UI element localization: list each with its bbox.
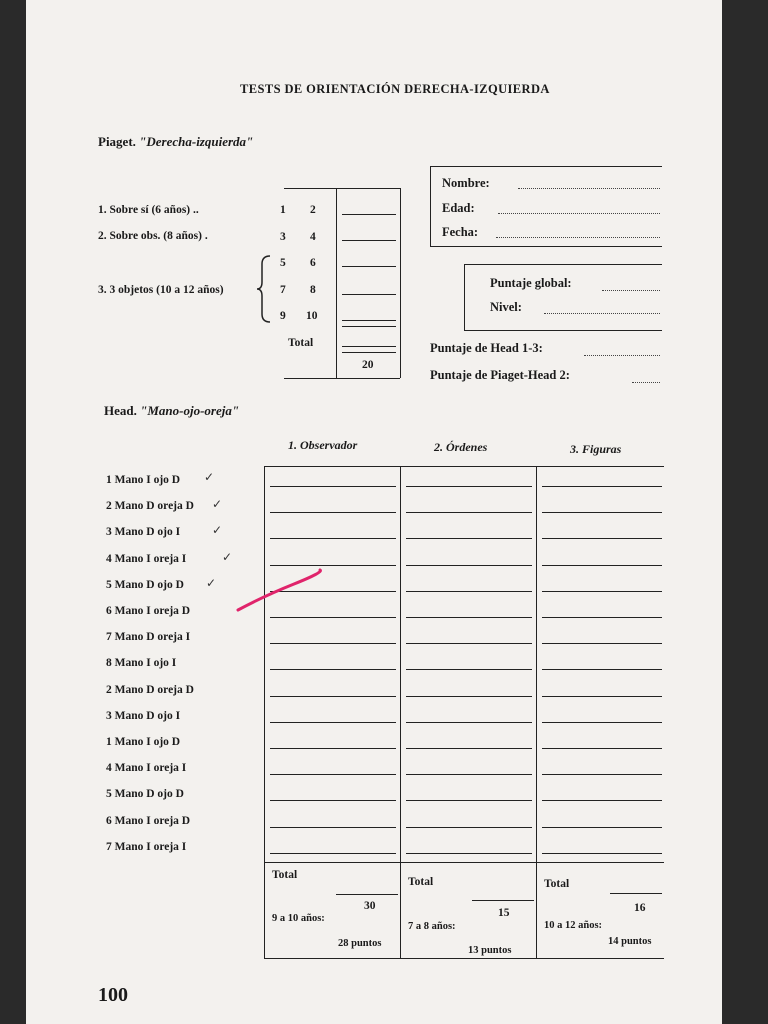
head-answer-line[interactable] [406, 512, 532, 513]
age-2: 7 a 8 años: [408, 921, 456, 932]
piaget-item-3-label: 3. 3 objetos (10 a 12 años) [98, 284, 224, 296]
piaget-heading [98, 134, 253, 150]
col-observador: 1. Observador [288, 438, 358, 452]
info-box-bottom [430, 246, 662, 247]
head-answer-line[interactable] [542, 853, 662, 854]
total-value-2: 15 [498, 907, 510, 919]
edad-label: Edad: [442, 201, 475, 215]
head-answer-line[interactable] [542, 748, 662, 749]
total-label-1: Total [272, 869, 298, 881]
nivel-label: Nivel: [490, 300, 522, 314]
head-answer-line[interactable] [542, 617, 662, 618]
piaget-num: 9 [280, 310, 286, 322]
piaget-answer-line [342, 214, 396, 215]
age-1: 9 a 10 años: [272, 913, 325, 924]
head-answer-line[interactable] [542, 512, 662, 513]
nombre-label: Nombre: [442, 176, 490, 190]
page-title: TESTS DE ORIENTACIÓN DERECHA-IZQUIERDA [240, 82, 550, 96]
piaget-total-label: Total [288, 337, 314, 349]
head-row-label: 5 Mano D ojo D [106, 788, 184, 801]
piaget-table-divider [336, 188, 337, 378]
head-row-label: 3 Mano D ojo I [106, 526, 181, 539]
page-number: 100 [98, 984, 128, 1006]
head-answer-line[interactable] [270, 617, 396, 618]
head-heading-prefix: Head. [104, 403, 137, 418]
head-answer-line[interactable] [270, 696, 396, 697]
head-row-label: 4 Mano I oreja I [106, 552, 187, 565]
points-1: 28 puntos [338, 938, 382, 949]
fecha-label: Fecha: [442, 225, 479, 239]
piaget-answer-line [342, 320, 396, 321]
head-answer-line[interactable] [406, 538, 532, 539]
piaget-num: 2 [310, 204, 316, 216]
piaget-num: 1 [280, 204, 286, 216]
col-ordenes: 2. Órdenes [434, 440, 488, 454]
info-box-left [430, 166, 431, 246]
head-row-label: 2 Mano D oreja D [106, 683, 194, 696]
head-answer-line[interactable] [270, 827, 396, 828]
score-box-top [464, 264, 662, 265]
head-answer-line[interactable] [542, 565, 662, 566]
head-row-label: 1 Mano I ojo D [106, 474, 181, 486]
head-answer-line[interactable] [406, 617, 532, 618]
head-answer-line[interactable] [406, 827, 532, 828]
head-answer-line[interactable] [406, 591, 532, 592]
checkmark-icon: ✓ [212, 523, 223, 537]
document-page [26, 0, 722, 1024]
head-answer-line[interactable] [406, 669, 532, 670]
head-answer-line[interactable] [270, 853, 396, 854]
score-box-left [464, 264, 465, 330]
piaget-head-2-field[interactable] [632, 382, 660, 383]
head-answer-line[interactable] [406, 748, 532, 749]
head-answer-line[interactable] [542, 827, 662, 828]
points-2: 13 puntos [468, 945, 512, 956]
piaget-answer-line [342, 240, 396, 241]
head-answer-line[interactable] [406, 696, 532, 697]
head-answer-line[interactable] [270, 800, 396, 801]
head-answer-line[interactable] [406, 722, 532, 723]
head-row-label: 1 Mano I ojo D [106, 736, 181, 748]
head-answer-line[interactable] [542, 538, 662, 539]
head-13-field[interactable] [584, 355, 660, 356]
head-answer-line[interactable] [542, 696, 662, 697]
piaget-table-right [400, 188, 401, 378]
piaget-heading-prefix: Piaget. [98, 134, 136, 149]
nombre-field[interactable] [518, 188, 660, 189]
piaget-num: 7 [280, 284, 286, 296]
total-line-3 [610, 893, 662, 894]
head-table-top [264, 466, 664, 467]
head-answer-line[interactable] [270, 748, 396, 749]
piaget-item-2-label: 2. Sobre obs. (8 años) . [98, 230, 208, 242]
checkmark-icon: ✓ [204, 470, 215, 484]
puntaje-global-field[interactable] [602, 290, 660, 291]
head-answer-line[interactable] [270, 538, 396, 539]
piaget-total-line [342, 346, 396, 347]
head-row-label: 6 Mano I oreja D [106, 814, 191, 827]
piaget-num: 10 [306, 310, 318, 322]
head-answer-line[interactable] [542, 486, 662, 487]
points-3: 14 puntos [608, 936, 652, 947]
head-13-label: Puntaje de Head 1-3: [430, 341, 543, 355]
total-label-2: Total [408, 876, 434, 888]
head-answer-line[interactable] [406, 565, 532, 566]
total-value-1: 30 [364, 900, 376, 912]
head-row-label: 2 Mano D oreja D [106, 500, 194, 513]
piaget-total-line [342, 352, 396, 353]
age-3: 10 a 12 años: [544, 920, 603, 931]
total-line-1 [336, 894, 398, 895]
info-box-top [430, 166, 662, 167]
head-answer-line[interactable] [270, 774, 396, 775]
head-answer-line[interactable] [406, 800, 532, 801]
head-row-label: 7 Mano D oreja I [106, 631, 191, 644]
head-answer-line[interactable] [270, 722, 396, 723]
head-table-total-separator [264, 862, 664, 863]
score-box-bottom [464, 330, 662, 331]
head-row-label: 5 Mano D ojo D [106, 578, 184, 591]
head-answer-line[interactable] [542, 774, 662, 775]
total-value-3: 16 [634, 902, 646, 914]
piaget-table-top [284, 188, 400, 189]
head-row-label: 7 Mano I oreja I [106, 840, 187, 853]
head-answer-line[interactable] [406, 853, 532, 854]
head-answer-line[interactable] [542, 669, 662, 670]
piaget-head-2-label: Puntaje de Piaget-Head 2: [430, 368, 570, 382]
edad-field[interactable] [498, 213, 660, 214]
head-table-left [264, 466, 265, 958]
piaget-num: 5 [280, 257, 286, 269]
piaget-answer-line [342, 326, 396, 327]
total-label-3: Total [544, 878, 570, 890]
brace-icon [256, 254, 272, 324]
piaget-num: 6 [310, 257, 316, 269]
head-heading-title: "Mano-ojo-oreja" [140, 403, 240, 418]
head-answer-line[interactable] [542, 591, 662, 592]
head-table-divider-2 [536, 466, 537, 958]
head-answer-line[interactable] [270, 486, 396, 487]
head-answer-line[interactable] [542, 800, 662, 801]
pen-stroke-icon [234, 566, 324, 616]
head-table-divider-1 [400, 466, 401, 958]
head-table-bottom [264, 958, 664, 959]
checkmark-icon: ✓ [212, 497, 223, 511]
checkmark-icon: ✓ [222, 550, 233, 564]
piaget-total-value: 20 [362, 359, 374, 371]
head-answer-line[interactable] [406, 643, 532, 644]
piaget-answer-line [342, 266, 396, 267]
piaget-heading-title: "Derecha-izquierda" [139, 134, 254, 149]
piaget-num: 8 [310, 284, 316, 296]
head-row-label: 3 Mano D ojo I [106, 709, 181, 722]
total-line-2 [472, 900, 534, 901]
head-heading [104, 403, 239, 419]
head-answer-line[interactable] [406, 774, 532, 775]
head-row-label: 4 Mano I oreja I [106, 762, 187, 775]
piaget-num: 4 [310, 231, 316, 243]
head-answer-line[interactable] [270, 669, 396, 670]
col-figuras: 3. Figuras [570, 442, 622, 456]
head-row-label: 8 Mano I ojo I [106, 657, 177, 670]
piaget-item-1-label: 1. Sobre sí (6 años) .. [98, 204, 199, 216]
fecha-field[interactable] [496, 237, 660, 238]
head-answer-line[interactable] [270, 643, 396, 644]
head-row-label: 6 Mano I oreja D [106, 605, 191, 617]
puntaje-global-label: Puntaje global: [490, 276, 572, 290]
piaget-table-bottom [284, 378, 400, 379]
piaget-answer-line [342, 294, 396, 295]
checkmark-icon: ✓ [206, 576, 217, 590]
nivel-field[interactable] [544, 313, 660, 314]
head-answer-line[interactable] [542, 722, 662, 723]
piaget-num: 3 [280, 231, 286, 243]
head-answer-line[interactable] [406, 486, 532, 487]
head-answer-line[interactable] [270, 512, 396, 513]
head-answer-line[interactable] [542, 643, 662, 644]
